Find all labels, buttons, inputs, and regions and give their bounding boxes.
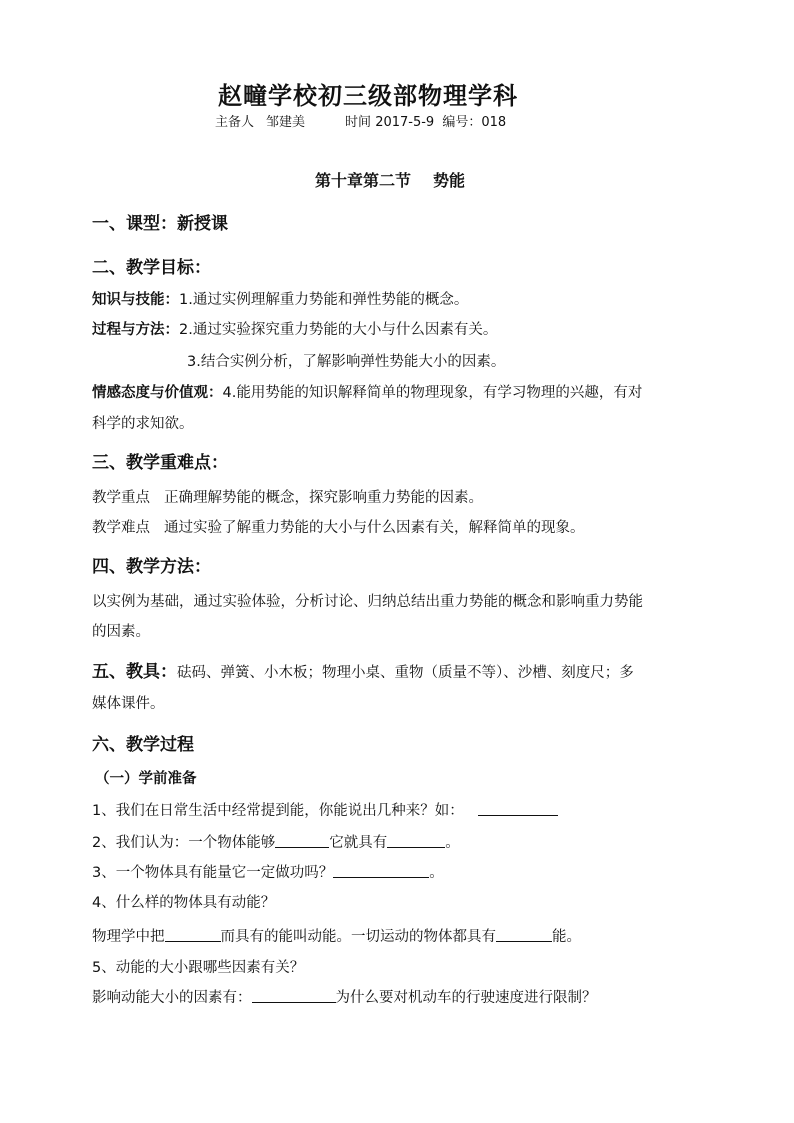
tools-text-1: 砝码、弹簧、小木板；物理小桌、重物（质量不等）、沙槽、刻度尺；多: [177, 665, 634, 681]
school-title: 赵疃学校初三级部物理学科: [218, 82, 518, 110]
question-2-text-b: 它就具有: [329, 835, 388, 851]
methods-heading: 四、教学方法：: [92, 557, 211, 577]
question-5-answer-a: 影响动能大小的因素有：: [92, 990, 252, 1006]
knowledge-text: 1.通过实例理解重力势能和弹性势能的概念。: [179, 292, 469, 308]
date-value: 2017-5-9: [375, 115, 435, 130]
answer-blank-4b[interactable]: [496, 927, 552, 942]
lesson-title: [315, 168, 465, 191]
tools-text-2: 媒体课件。: [92, 696, 165, 712]
answer-blank-3[interactable]: [333, 863, 429, 878]
difficulty-label: 教学难点: [92, 520, 150, 536]
document-meta: [215, 111, 506, 130]
methods-text-1: 以实例为基础，通过实验体验，分析讨论、归纳总结出重力势能的概念和影响重力势能: [92, 594, 643, 610]
number-value: 018: [481, 115, 507, 130]
key-points-heading: 三、教学重难点：: [92, 453, 228, 473]
question-4: 4、什么样的物体具有动能？: [92, 895, 276, 911]
goal-emotion: [92, 381, 642, 402]
preparer-label: 主备人: [215, 115, 255, 130]
question-1: [92, 799, 558, 820]
difficulty-text: 通过实验了解重力势能的大小与什么因素有关，解释简单的现象。: [164, 520, 585, 536]
question-1-text: 1、我们在日常生活中经常提到能，你能说出几种来？如：: [92, 803, 464, 819]
topic-label: 势能: [433, 171, 466, 190]
number-label: 编号：: [442, 115, 482, 130]
question-3-text-b: 。: [429, 865, 444, 881]
process-subheading: （一）学前准备: [95, 771, 197, 787]
process-label: 过程与方法：: [92, 322, 179, 338]
emotion-text-2: 科学的求知欲。: [92, 416, 194, 432]
knowledge-label: 知识与技能：: [92, 292, 179, 308]
goals-heading: 二、教学目标：: [92, 258, 211, 278]
question-3-text-a: 3、一个物体具有能量它一定做功吗？: [92, 865, 334, 881]
question-2-text-a: 2、我们认为：一个物体能够: [92, 835, 276, 851]
question-4-answer-a: 物理学中把: [92, 929, 165, 945]
process-text-2: 3.结合实例分析，了解影响弹性势能大小的因素。: [187, 354, 506, 370]
tools-line-1: [92, 657, 634, 682]
question-2: [92, 831, 460, 852]
question-2-text-c: 。: [445, 835, 460, 851]
preparer-name: 邹建美: [266, 115, 306, 130]
process-text-1: 2.通过实验探究重力势能的大小与什么因素有关。: [179, 322, 498, 338]
goal-process: [92, 318, 497, 339]
question-5: 5、动能的大小跟哪些因素有关？: [92, 960, 305, 976]
lesson-type-label: 一、课型：: [92, 214, 177, 234]
answer-blank-1[interactable]: [478, 801, 558, 816]
goal-knowledge: [92, 288, 468, 309]
focus-text: 正确理解势能的概念，探究影响重力势能的因素。: [164, 490, 483, 506]
answer-blank-2a[interactable]: [275, 833, 329, 848]
answer-blank-2b[interactable]: [387, 833, 445, 848]
process-heading: 六、教学过程: [92, 735, 194, 755]
question-4-answer: [92, 925, 581, 946]
focus-label: 教学重点: [92, 490, 150, 506]
teaching-focus: [92, 486, 483, 507]
answer-blank-5[interactable]: [252, 988, 336, 1003]
methods-text-2: 的因素。: [92, 624, 150, 640]
answer-blank-4a[interactable]: [165, 927, 221, 942]
chapter-label: 第十章第二节: [315, 171, 412, 190]
tools-heading: 五、教具：: [92, 662, 177, 682]
question-4-answer-c: 能。: [552, 929, 581, 945]
question-5-answer: [92, 986, 597, 1007]
teaching-difficulty: [92, 516, 585, 537]
emotion-label: 情感态度与价值观：: [92, 385, 223, 401]
question-5-answer-b: 为什么要对机动车的行驶速度进行限制？: [335, 990, 597, 1006]
emotion-text-1: 4.能用势能的知识解释简单的物理现象，有学习物理的兴趣，有对: [222, 385, 643, 401]
lesson-type-value: 新授课: [177, 214, 228, 234]
question-4-answer-b: 而具有的能叫动能。一切运动的物体都具有: [220, 929, 496, 945]
lesson-type-heading: [92, 209, 228, 234]
question-3: [92, 861, 444, 882]
time-label: 时间: [345, 115, 372, 130]
